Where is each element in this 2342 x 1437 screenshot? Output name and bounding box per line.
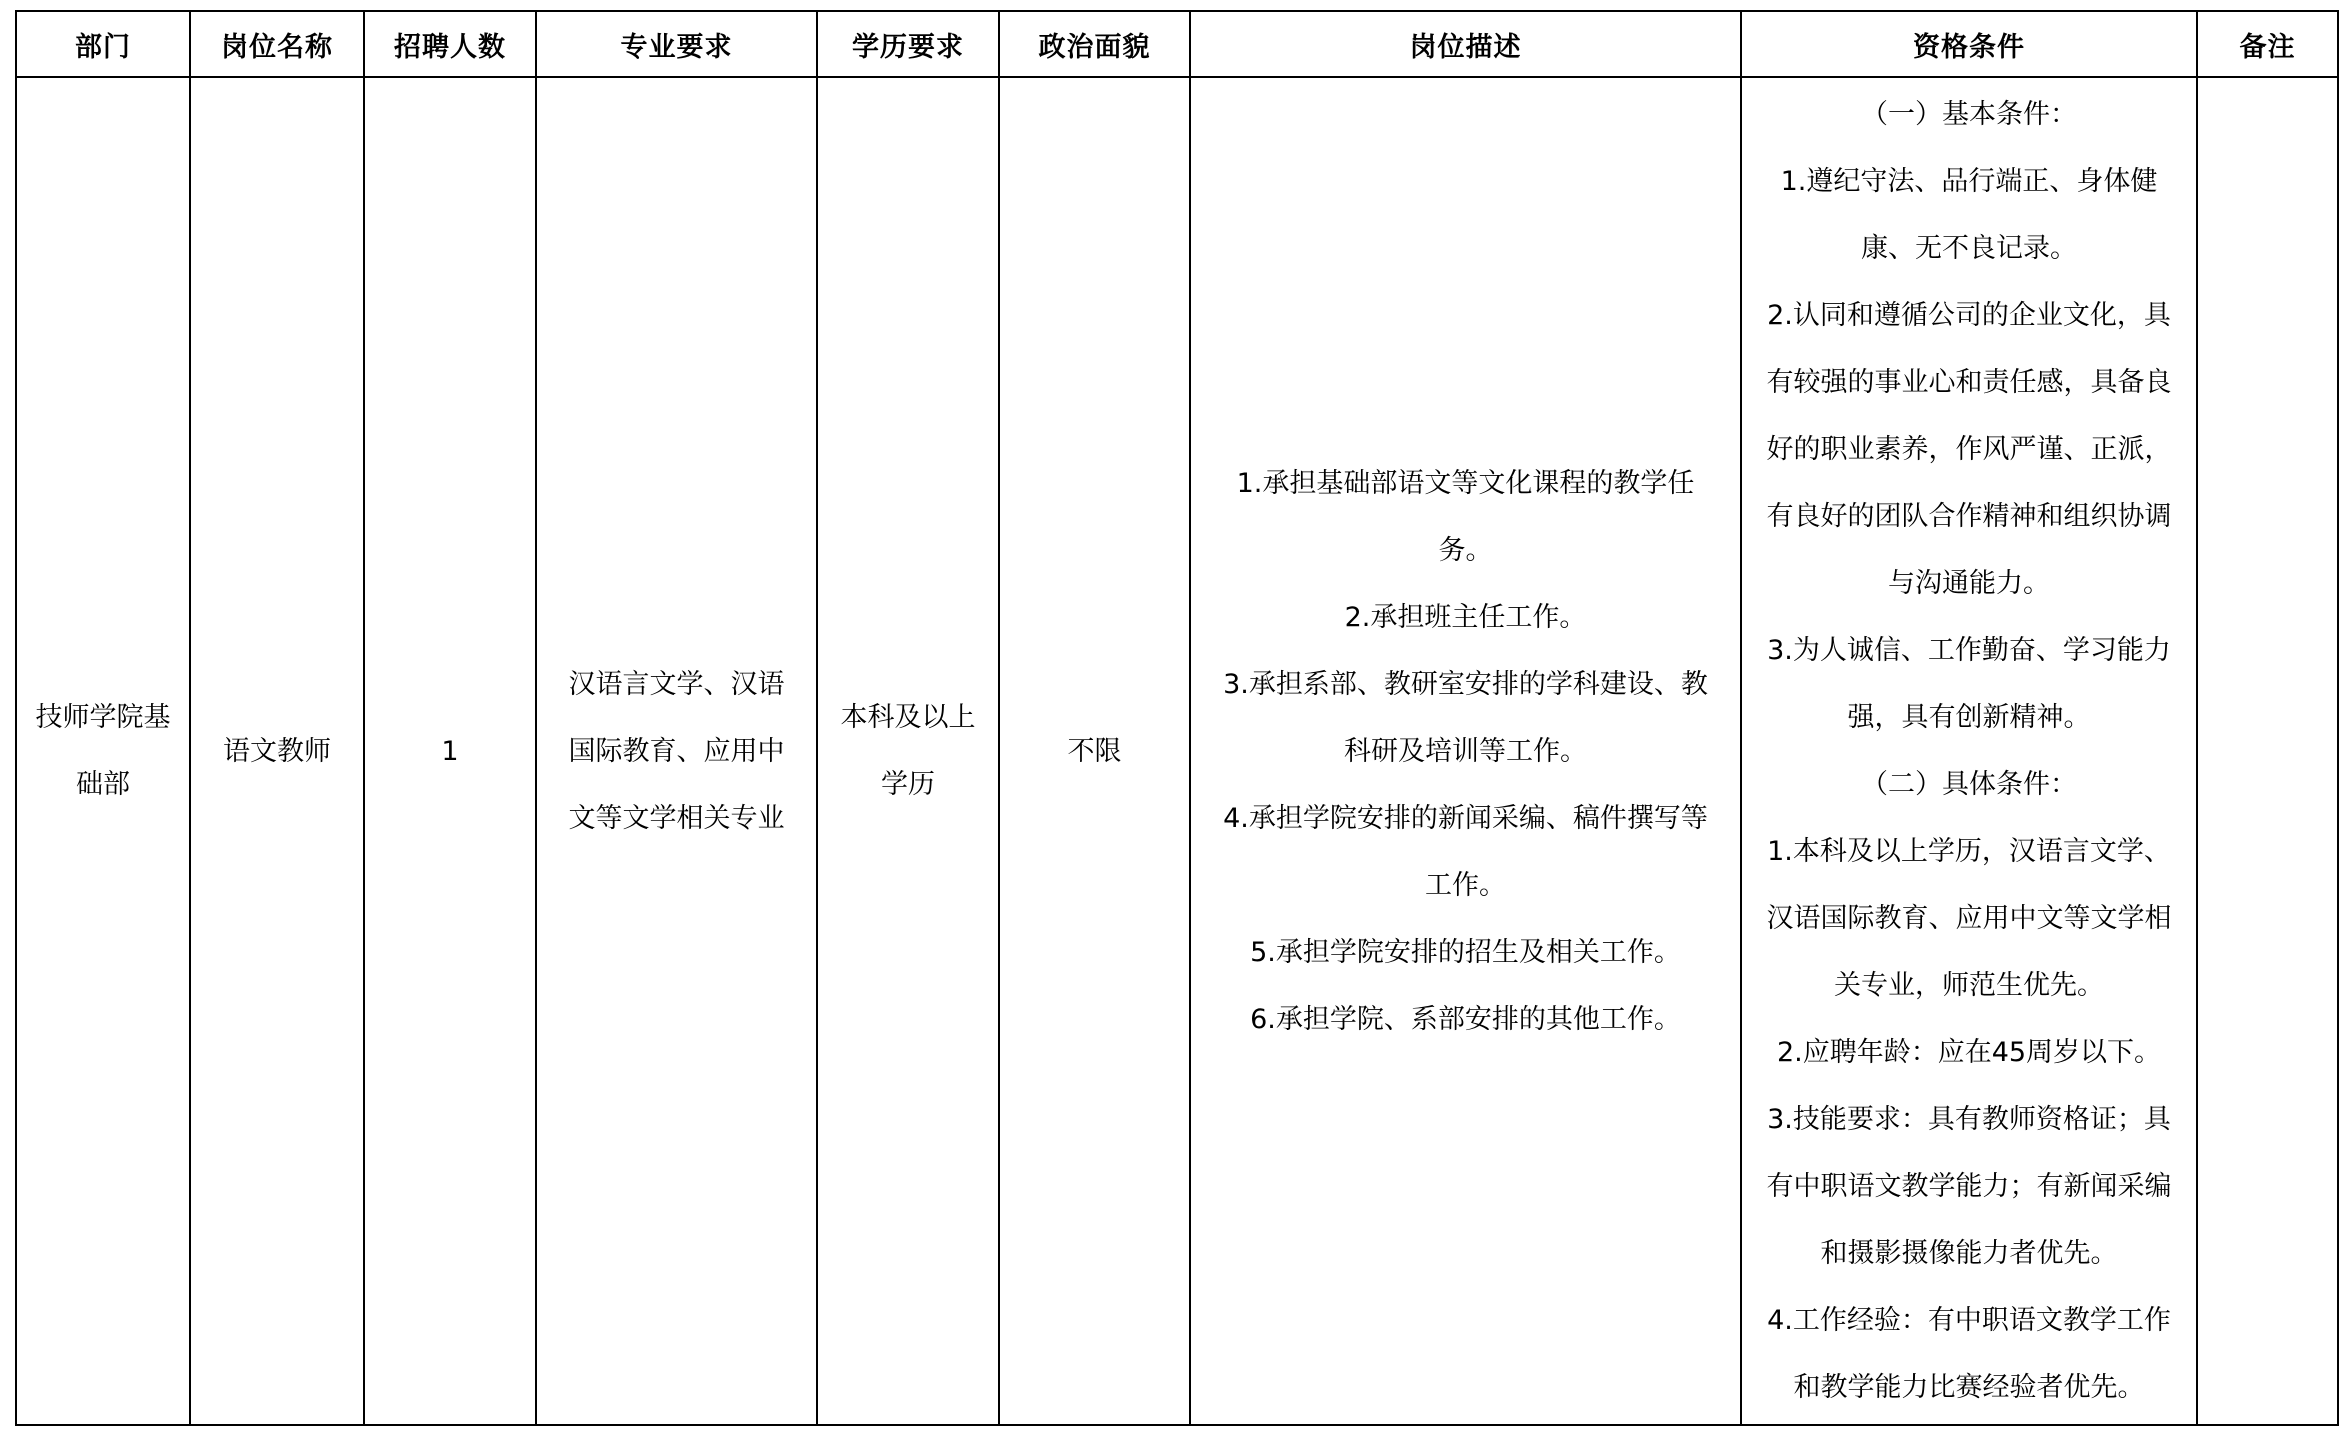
cell-education: [817, 77, 999, 1425]
description-line: 3.承担系部、教研室安排的学科建设、教: [1223, 668, 1708, 700]
header-qualification: 资格条件: [1741, 11, 2197, 77]
position-text: 语文教师: [223, 735, 331, 767]
cell-major: [536, 77, 817, 1425]
cell-dept: [16, 77, 190, 1425]
cell-position: [190, 77, 364, 1425]
dept-line: 技师学院基: [35, 702, 171, 733]
header-political: 政治面貌: [999, 11, 1190, 77]
major-line: 汉语言文学、汉语: [568, 668, 785, 700]
description-line: 2.承担班主任工作。: [1344, 601, 1587, 633]
cell-count: [364, 77, 536, 1425]
table-header-row: [16, 11, 2338, 77]
qualification-line: 3.技能要求：具有教师资格证；具: [1767, 1104, 2171, 1135]
cell-remarks: [2197, 77, 2338, 1425]
header-dept: 部门: [16, 11, 190, 77]
cell-description: [1190, 77, 1741, 1425]
education-line: 本科及以上: [840, 702, 976, 733]
header-position: 岗位名称: [190, 11, 364, 77]
recruitment-table: [15, 10, 2339, 1426]
qualification-line: 有中职语文教学能力；有新闻采编: [1766, 1171, 2172, 1202]
count-text: 1: [441, 735, 459, 767]
header-count: 招聘人数: [364, 11, 536, 77]
qualification-line: 1.本科及以上学历，汉语言文学、: [1767, 836, 2171, 867]
description-line: 1.承担基础部语文等文化课程的教学任: [1236, 467, 1695, 499]
qualification-line: 2.应聘年龄：应在45周岁以下。: [1776, 1037, 2162, 1068]
qualification-line: 和教学能力比赛经验者优先。: [1793, 1372, 2145, 1403]
dept-line: 础部: [76, 769, 130, 800]
header-education: 学历要求: [817, 11, 999, 77]
major-line: 文等文学相关专业: [568, 802, 785, 834]
qualification-line: 与沟通能力。: [1888, 568, 2050, 599]
header-remarks: 备注: [2197, 11, 2338, 77]
description-line: 工作。: [1425, 869, 1506, 901]
qualification-line: 关专业，师范生优先。: [1834, 970, 2104, 1001]
qualification-line: （一）基本条件：: [1861, 99, 2077, 130]
major-line: 国际教育、应用中: [568, 735, 785, 767]
description-line: 务。: [1438, 534, 1493, 566]
description-line: 4.承担学院安排的新闻采编、稿件撰写等: [1223, 802, 1708, 834]
cell-political: [999, 77, 1190, 1425]
qualification-line: 有良好的团队合作精神和组织协调: [1766, 501, 2172, 532]
qualification-line: 好的职业素养，作风严谨、正派，: [1766, 434, 2172, 465]
description-line: 6.承担学院、系部安排的其他工作。: [1250, 1003, 1681, 1035]
qualification-line: 和摄影摄像能力者优先。: [1820, 1238, 2118, 1269]
header-description: 岗位描述: [1190, 11, 1741, 77]
qualification-line: 4.工作经验：有中职语文教学工作: [1767, 1305, 2171, 1336]
qualification-line: 汉语国际教育、应用中文等文学相: [1766, 903, 2172, 934]
qualification-line: 2.认同和遵循公司的企业文化，具: [1767, 300, 2171, 331]
qualification-line: 强，具有创新精神。: [1847, 702, 2091, 733]
education-line: 学历: [881, 769, 935, 800]
qualification-line: （二）具体条件：: [1861, 769, 2077, 800]
cell-qualification: [1741, 77, 2197, 1425]
header-major: 专业要求: [536, 11, 817, 77]
political-text: 不限: [1067, 735, 1122, 767]
description-line: 科研及培训等工作。: [1344, 735, 1587, 767]
qualification-line: 有较强的事业心和责任感，具备良: [1766, 367, 2172, 398]
description-line: 5.承担学院安排的招生及相关工作。: [1250, 936, 1681, 968]
qualification-line: 康、无不良记录。: [1861, 233, 2077, 264]
qualification-line: 1.遵纪守法、品行端正、身体健: [1780, 166, 2158, 197]
qualification-line: 3.为人诚信、工作勤奋、学习能力: [1767, 635, 2171, 666]
table-row: [16, 77, 2338, 1425]
